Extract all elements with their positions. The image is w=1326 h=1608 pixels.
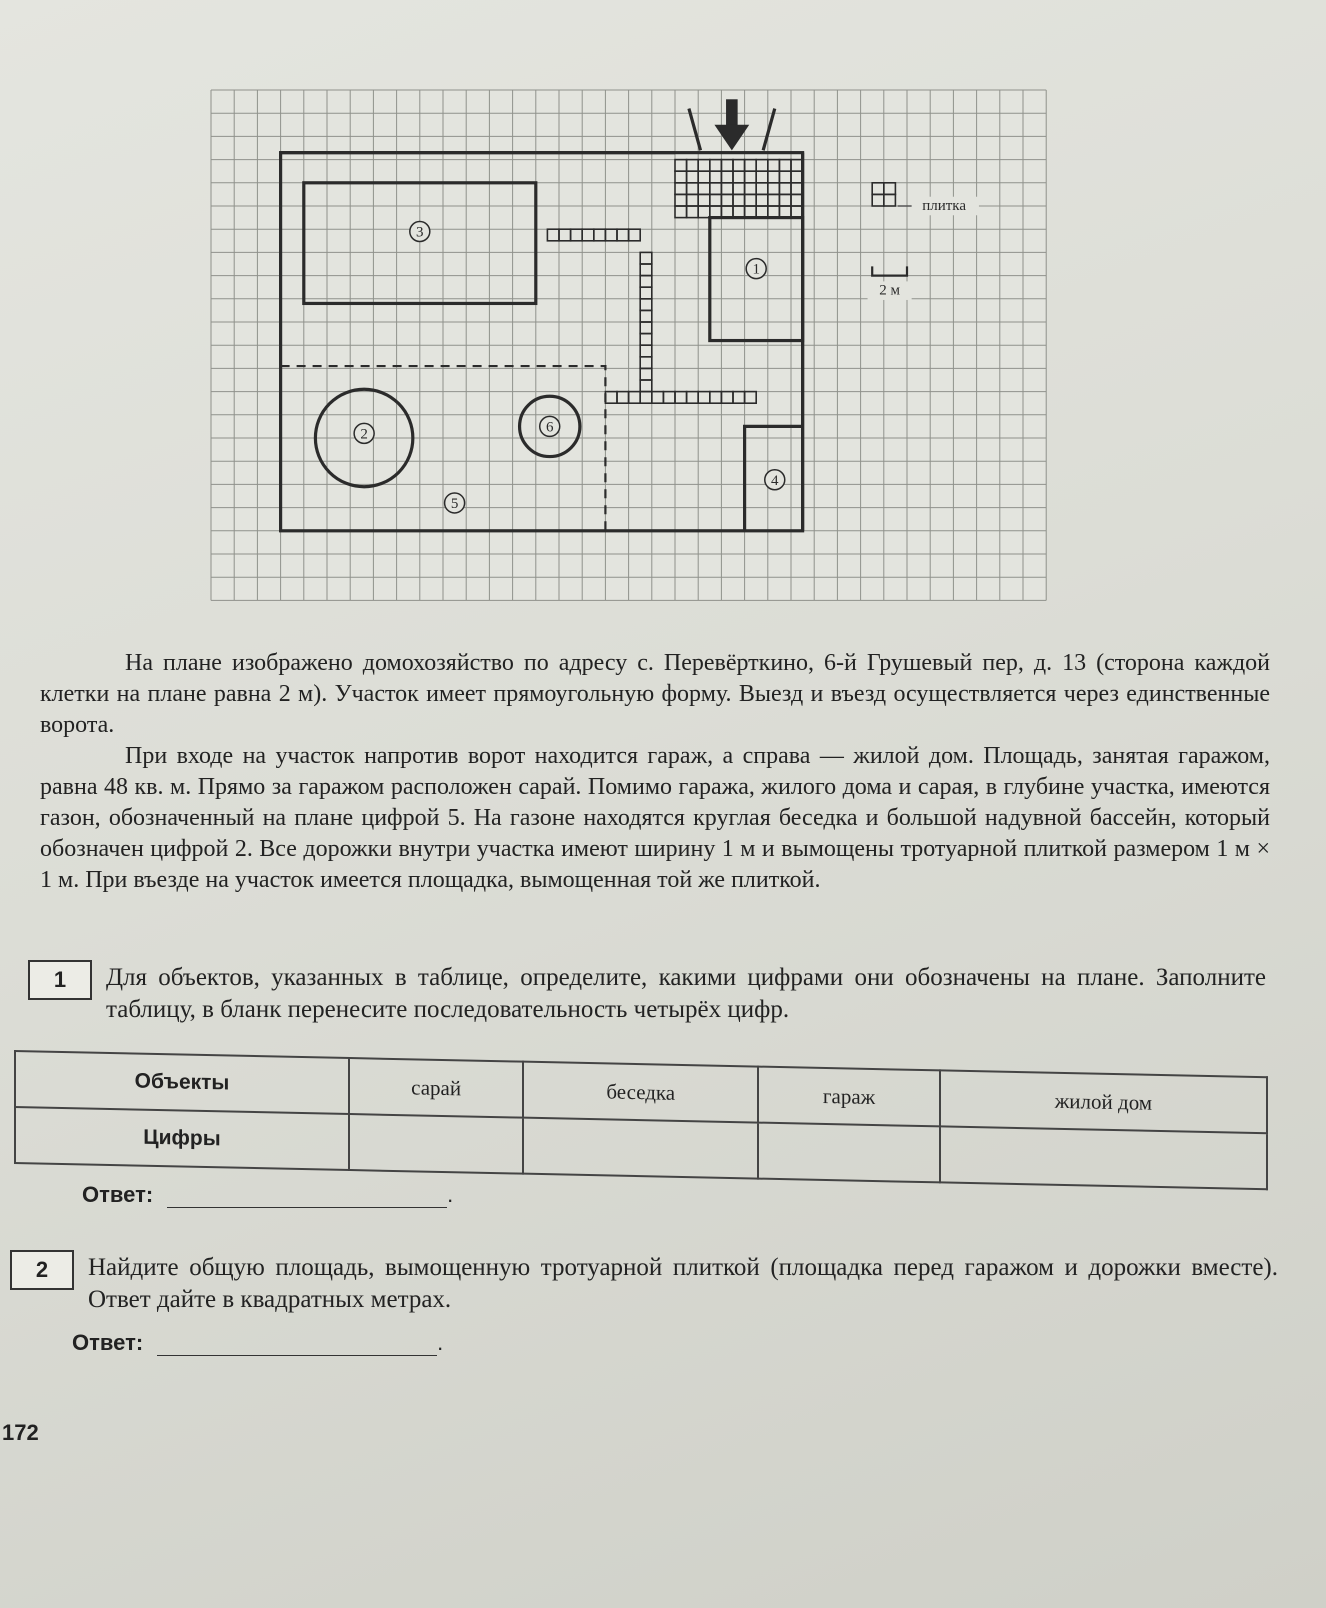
object-cell-shed: сарай [349, 1058, 523, 1118]
digit-cell-shed[interactable] [349, 1114, 523, 1174]
shed-marker-label: 4 [771, 472, 779, 489]
intro-paragraph-2: При входе на участок напротив ворот находится гараж, а справа — жилой дом. Площадь, занятая гаражом, равна 48 кв. м. Прямо за гаражом расположен сарай. Помимо гаража, жилого дома и сарая, в глубине участка, имеются газон, обозначенный на плане цифрой 5. На газоне находятся круглая беседка и большой надувной бассейн, который обозначен цифрой 2. Все дорожки внутри участка имеют ширину 1 м и вымощены тротуарной плиткой размером 1 м × 1 м. При въезде на участок имеется площадка, вымощенная той же плиткой. [40, 743, 1270, 893]
gate-arrow-shaft [726, 99, 738, 127]
digit-cell-gazebo[interactable] [523, 1118, 758, 1179]
site-plan-drawing [205, 88, 1065, 623]
digit-cell-garage[interactable] [758, 1123, 940, 1183]
answer-table [14, 1050, 1268, 1190]
pool-marker-label: 2 [360, 426, 368, 443]
legend-scale-label: 2 м [879, 282, 900, 299]
answer-label-1: Ответ: [82, 1182, 154, 1207]
house-marker-label: 3 [416, 224, 424, 241]
task-1-text: Для объектов, указанных в таблице, определите, какими цифрами они обозначены на плане. Заполните таблицу, в бланк перенесите последовательность четырёх цифр. [106, 964, 1266, 1023]
task-1-number: 1 [28, 960, 92, 1000]
task-1 [28, 960, 1268, 1030]
object-cell-garage: гараж [758, 1067, 940, 1127]
page-number: 172 [2, 1420, 39, 1445]
answer-label-2: Ответ: [72, 1330, 144, 1355]
problem-text [40, 648, 1270, 896]
answer-line-task-2: Ответ: . [72, 1330, 444, 1355]
object-cell-gazebo: беседка [523, 1062, 758, 1123]
task-2-text: Найдите общую площадь, вымощенную тротуарной плиткой (площадка перед гаражом и дорожки вместе). Ответ дайте в квадратных метрах. [88, 1254, 1278, 1313]
answer-line-task-1: Ответ: . [82, 1182, 454, 1207]
site-plan [205, 88, 1065, 623]
gazebo-marker-label: 6 [545, 419, 554, 436]
lawn-marker-label: 5 [450, 495, 459, 512]
task-2-number: 2 [10, 1250, 74, 1290]
answer-blank-2[interactable] [157, 1333, 437, 1356]
row-header-objects: Объекты [15, 1051, 349, 1114]
task-2 [10, 1250, 1280, 1320]
answer-blank-1[interactable] [167, 1185, 447, 1208]
legend-tile-label: плитка [922, 198, 967, 214]
row-header-digits: Цифры [15, 1107, 349, 1170]
digit-cell-house[interactable] [940, 1126, 1267, 1189]
object-cell-house: жилой дом [940, 1070, 1267, 1133]
intro-paragraph-1: На плане изображено домохозяйство по адресу с. Перевёрткино, 6-й Грушевый пер, д. 13 (сторона каждой клетки на плане равна 2 м). Участок имеет прямоугольную форму. Выезд и въезд осуществляется через единственные ворота. [40, 650, 1270, 738]
garage-marker-label: 1 [752, 261, 760, 278]
